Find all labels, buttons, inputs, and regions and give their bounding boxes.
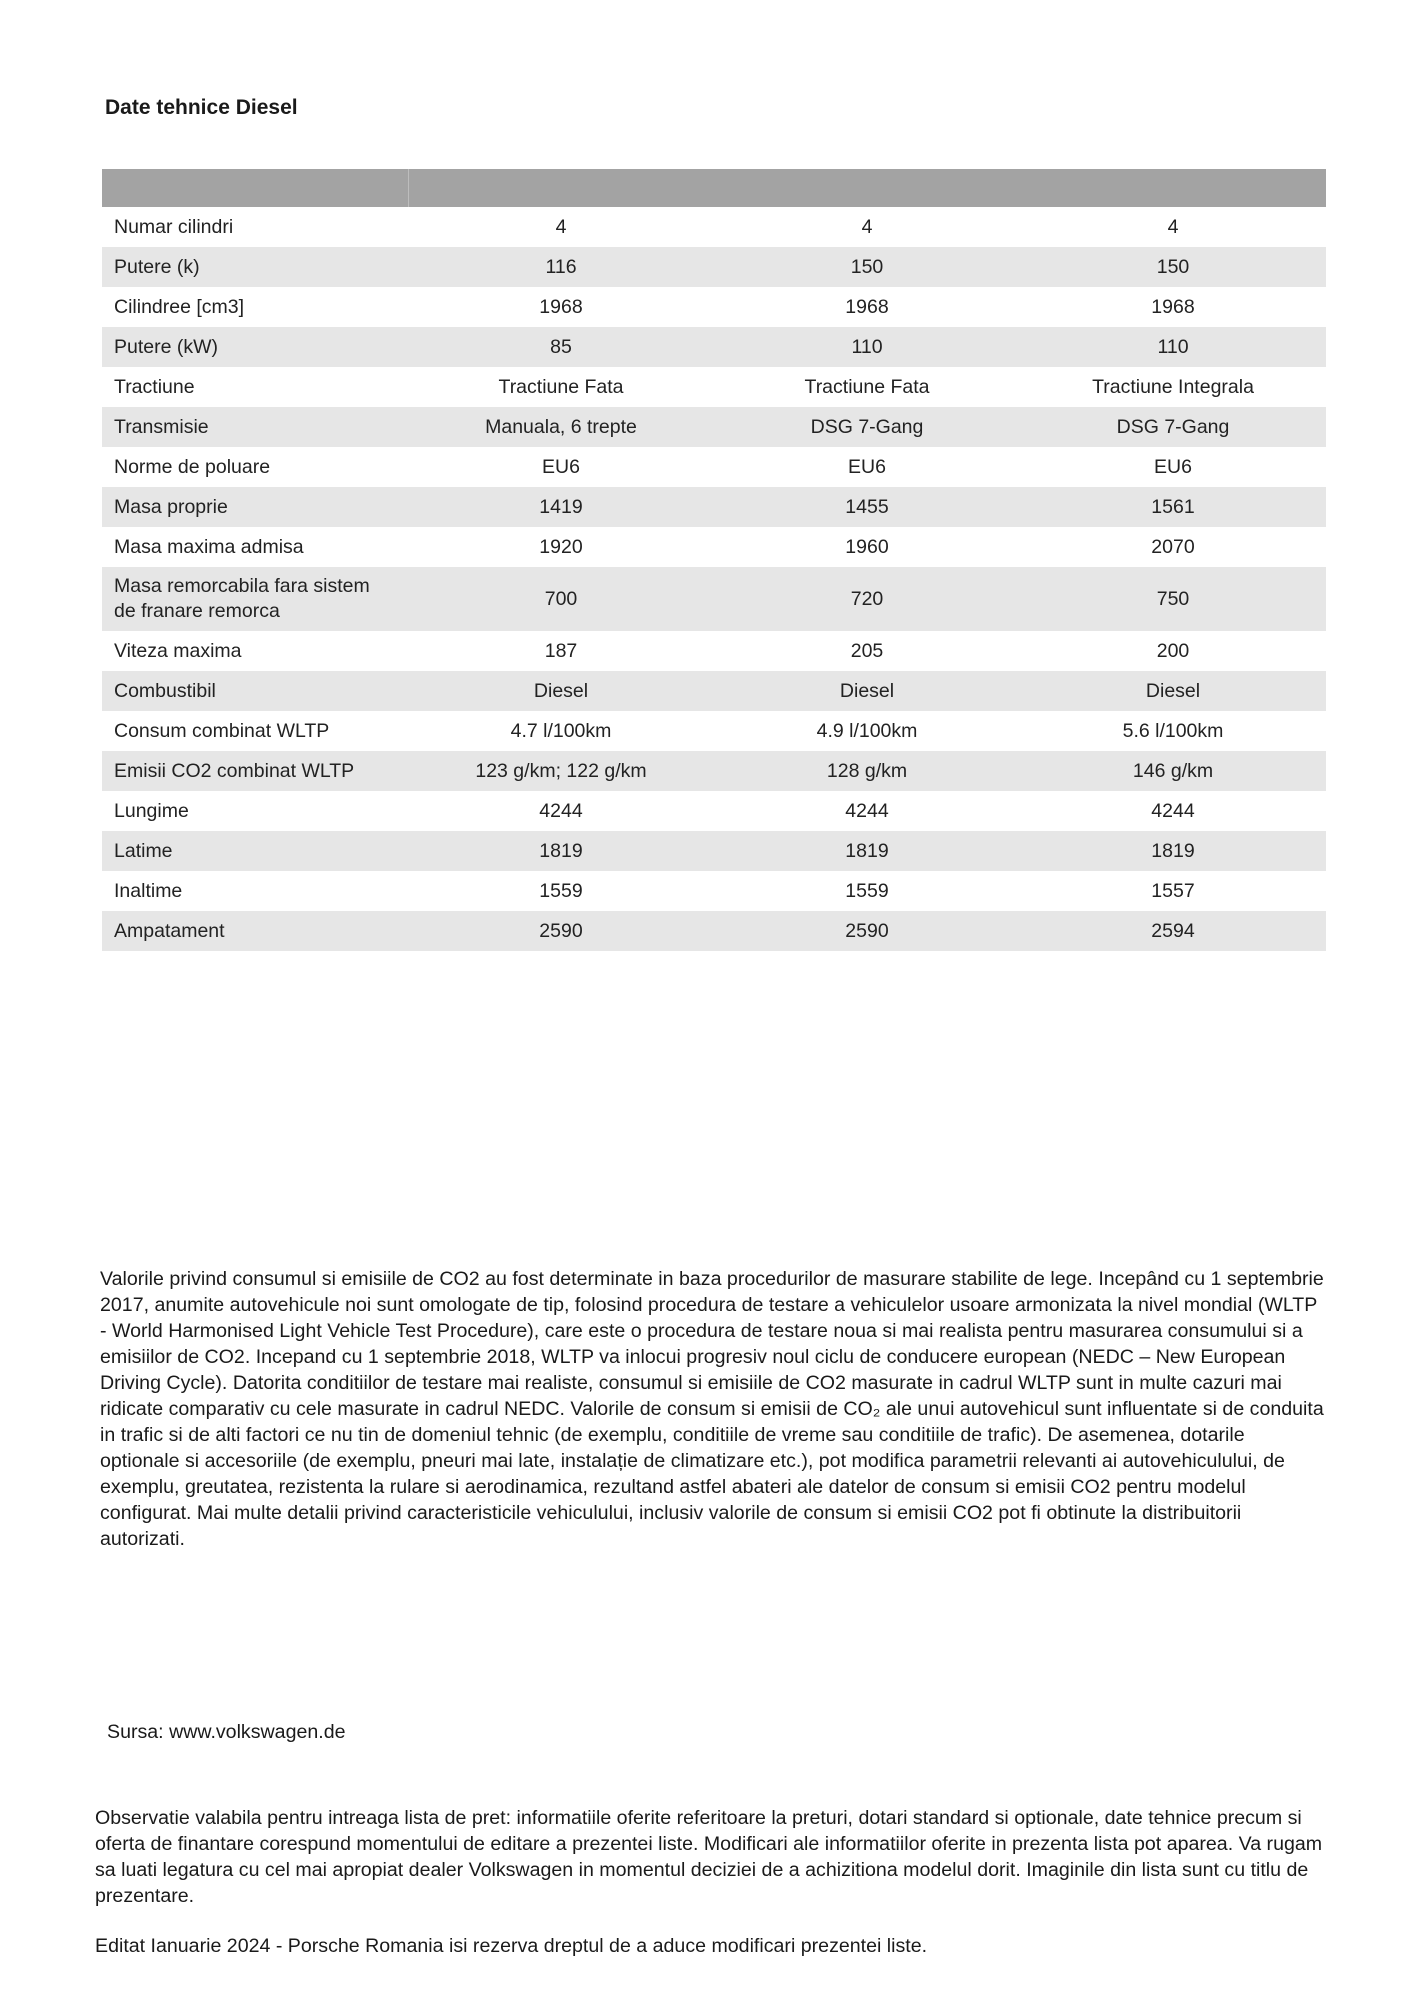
row-value: 1968	[845, 295, 889, 318]
row-value: 720	[714, 567, 1020, 631]
table-row	[102, 367, 1326, 407]
row-value: Diesel	[408, 671, 714, 711]
row-value: 1561	[1020, 487, 1326, 527]
row-label: Viteza maxima	[114, 639, 242, 662]
row-value: Tractiune Fata	[498, 375, 624, 398]
spec-table	[102, 169, 1326, 951]
row-value: Manuala, 6 trepte	[408, 407, 714, 447]
row-value: 187	[544, 639, 578, 662]
row-value: 2070	[1151, 535, 1195, 558]
row-value: 4	[1167, 215, 1179, 238]
table-row	[102, 831, 1326, 871]
table-row	[102, 407, 1326, 447]
header-cell	[408, 169, 714, 207]
table-row	[102, 527, 1326, 567]
row-value: 1419	[408, 487, 714, 527]
row-label: Masa proprie	[102, 487, 408, 527]
row-label: Inaltime	[114, 879, 183, 902]
table-row	[102, 791, 1326, 831]
row-label: Transmisie	[102, 407, 408, 447]
table-row	[102, 247, 1326, 287]
row-label: Lungime	[114, 799, 189, 822]
row-label: Consum combinat WLTP	[114, 719, 330, 742]
row-value: 2594	[1020, 911, 1326, 951]
row-label: Latime	[102, 831, 408, 871]
row-value: 1920	[539, 535, 583, 558]
observation-text: Observatie valabila pentru intreaga lista de pret: informatiile oferite referitoare la preturi, dotari standard si optionale, date tehnice precum si oferta de finantare corespund momentului de editare a prezentei liste. Modificari ale informatiilor oferite in prezenta lista pot aparea. Va rugam sa luati legatura cu cel mai apropiat dealer Volkswagen in momentul deciziei de a achizitiona modelul dorit. Imaginile din lista sunt cu titlu de prezentare.	[95, 1807, 1323, 1907]
row-label: Masa remorcabila fara sistem de franare remorca	[102, 567, 408, 631]
row-value: 4244	[539, 799, 583, 822]
row-value: 4	[555, 215, 567, 238]
row-label: Tractiune	[114, 375, 195, 398]
row-value: 2590	[408, 911, 714, 951]
table-row	[102, 711, 1326, 751]
row-value: DSG 7-Gang	[714, 407, 1020, 447]
row-label: Numar cilindri	[114, 215, 234, 238]
table-row	[102, 671, 1326, 711]
row-value: Tractiune Integrala	[1092, 375, 1254, 398]
row-value: 4.9 l/100km	[816, 719, 918, 742]
row-value: 110	[1020, 327, 1326, 367]
header-cell	[1020, 169, 1326, 207]
row-value: 1559	[539, 879, 583, 902]
row-value: EU6	[542, 455, 580, 478]
table-row	[102, 871, 1326, 911]
table-row	[102, 287, 1326, 327]
row-value: 1819	[1020, 831, 1326, 871]
table-row	[102, 751, 1326, 791]
row-value: 2590	[714, 911, 1020, 951]
row-value: 110	[714, 327, 1020, 367]
row-value: 1819	[714, 831, 1020, 871]
row-value: 5.6 l/100km	[1122, 719, 1224, 742]
table-row	[102, 327, 1326, 367]
row-label: Ampatament	[102, 911, 408, 951]
table-row	[102, 487, 1326, 527]
row-label: Norme de poluare	[114, 455, 271, 478]
row-value: Diesel	[1020, 671, 1326, 711]
row-value: EU6	[848, 455, 886, 478]
row-value: 150	[1020, 247, 1326, 287]
row-value: 123 g/km; 122 g/km	[408, 751, 714, 791]
row-value: 150	[714, 247, 1020, 287]
source-note: Sursa: www.volkswagen.de	[107, 1721, 346, 1743]
row-value: Tractiune Fata	[804, 375, 930, 398]
row-value: 4	[861, 215, 873, 238]
row-value: 205	[850, 639, 884, 662]
row-value: Diesel	[714, 671, 1020, 711]
edition-note: Editat Ianuarie 2024 - Porsche Romania isi rezerva dreptul de a aduce modificari prezentei liste.	[95, 1935, 928, 1957]
table-row	[102, 911, 1326, 951]
row-value: 146 g/km	[1020, 751, 1326, 791]
row-value: 700	[408, 567, 714, 631]
row-value: 4244	[1151, 799, 1195, 822]
row-value: 4244	[845, 799, 889, 822]
row-label: Emisii CO2 combinat WLTP	[102, 751, 408, 791]
header-cell	[102, 169, 408, 207]
row-value: 128 g/km	[714, 751, 1020, 791]
row-value: 1960	[845, 535, 889, 558]
row-value: DSG 7-Gang	[1020, 407, 1326, 447]
header-cell	[714, 169, 1020, 207]
row-label: Masa maxima admisa	[114, 535, 304, 558]
table-row	[102, 207, 1326, 247]
row-value: 1819	[408, 831, 714, 871]
row-label: Putere (k)	[102, 247, 408, 287]
table-header-row	[102, 169, 1326, 207]
table-row	[102, 567, 1326, 631]
row-label: Putere (kW)	[102, 327, 408, 367]
row-label: Cilindree [cm3]	[114, 295, 245, 318]
table-row	[102, 447, 1326, 487]
row-value: 1557	[1151, 879, 1195, 902]
row-value: 200	[1156, 639, 1190, 662]
row-label: Combustibil	[102, 671, 408, 711]
row-value: 116	[408, 247, 714, 287]
row-value: 85	[408, 327, 714, 367]
row-value: 4.7 l/100km	[510, 719, 612, 742]
row-value: 1968	[539, 295, 583, 318]
row-value: 1968	[1151, 295, 1195, 318]
disclaimer-text: Valorile privind consumul si emisiile de CO2 au fost determinate in baza procedurilor de masurare stabilite de lege. Incepând cu 1 septembrie 2017, anumite autovehicule noi sunt omologate de tip, folosind procedura de testare a vehiculelor usoare armonizata la nivel mondial (WLTP - World Harmonised Light Vehicle Test Procedure), care este o procedura de testare noua si mai realista pentru masurarea consumului si a emisiilor de CO2. Incepand cu 1 septembrie 2018, WLTP va inlocui progresiv noul ciclu de conducere european (NEDC – New European Driving Cycle). Datorita conditiilor de testare mai realiste, consumul si emisiile de CO2 masurate in cadrul WLTP sunt in multe cazuri mai ridicate comparativ cu cele masurate in cadrul NEDC. Valorile de consum si emisii de CO₂ ale unui autovehicul sunt influentate si de conduita in trafic si de alti factori ce nu tin de domeniul tehnic (de exemplu, conditiile de vreme sau conditiile de trafic). De asemenea, dotarile optionale si accesoriile (de exemplu, pneuri mai late, instalație de climatizare etc.), pot modifica parametrii relevanti ai autovehiculului, de exemplu, greutatea, rezistenta la rulare si aerodinamica, rezultand astfel abateri ale datelor de consum si emisii CO2 pentru modelul configurat. Mai multe detalii privind caracteristicile vehiculului, inclusiv valorile de consum si emisii CO2 pot fi obtinute la distribuitorii autorizati.	[100, 1268, 1324, 1550]
row-value: EU6	[1154, 455, 1192, 478]
row-value: 1559	[845, 879, 889, 902]
table-row	[102, 631, 1326, 671]
page-title: Date tehnice Diesel	[105, 96, 298, 119]
row-value: 750	[1020, 567, 1326, 631]
row-value: 1455	[714, 487, 1020, 527]
